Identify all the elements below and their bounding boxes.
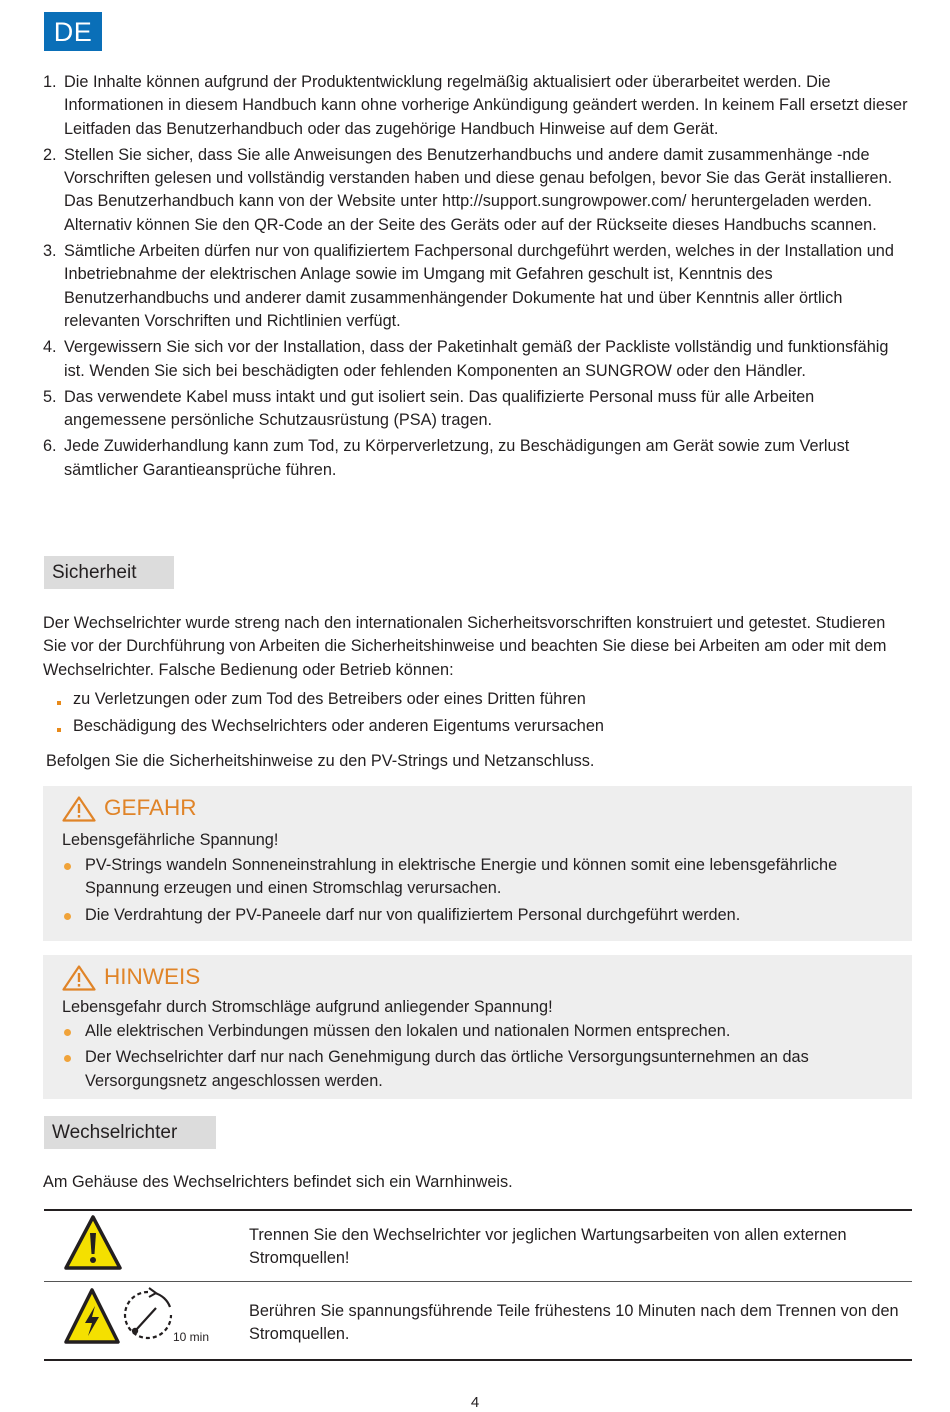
row-text: Trennen Sie den Wechselrichter vor jeglichen Wartungsarbeiten von allen externen Stromquellen!: [249, 1226, 847, 1268]
list-item: [43, 240, 913, 333]
table-bottom-rule: [44, 1359, 912, 1361]
list-text: Das verwendete Kabel muss intakt und gut isoliert sein. Das qualifizierte Personal muss für alle Arbeiten angemessene persönliche Schutzausrüstung (PSA) tragen.: [64, 387, 815, 430]
warning-triangle-icon: [62, 965, 96, 991]
intro-list: [43, 71, 913, 485]
notice-list: [62, 1020, 912, 1096]
danger-lead: Lebensgefährliche Spannung!: [62, 831, 279, 849]
list-number: 6.: [43, 437, 57, 456]
danger-list: [62, 854, 912, 930]
list-text: Vergewissern Sie sich vor der Installation, dass der Paketinhalt gemäß der Packliste vollständig und funktionsfähig ist. Wenden Sie sich bei beschädigten oder fehlenden Komponenten an SUNGROW oder den Händler.: [64, 338, 889, 380]
list-item: [43, 144, 913, 237]
list-item: zu Verletzungen oder zum Tod des Betreibers oder eines Dritten führen: [56, 686, 604, 713]
list-item: [43, 336, 913, 383]
notice-box: [43, 955, 912, 1099]
list-number: 5.: [43, 387, 57, 406]
list-text: Sämtliche Arbeiten dürfen nur von qualifiziertem Fachpersonal durchgeführt werden, welches in der Installation und Inbetriebnahme der elektrischen Anlage sowie im Umgang mit Gefahren geschult ist, Kenntnis des Benutzerhandbuchs und anderer damit zusammenhängender Dokumente hat und über Kenntnis aller örtlich relevanten Vorschriften und Richtlinien verfügt.: [64, 242, 894, 330]
list-item: Beschädigung des Wechselrichters oder anderen Eigentums verursachen: [56, 713, 604, 740]
list-number: 4.: [43, 338, 57, 357]
notice-lead: Lebensgefahr durch Stromschläge aufgrund anliegender Spannung!: [62, 998, 553, 1016]
list-item: [43, 386, 913, 433]
page-number: 4: [470, 1394, 480, 1411]
notice-title-label: HINWEIS: [104, 964, 201, 989]
list-item: Alle elektrischen Verbindungen müssen den lokalen und nationalen Normen entsprechen.: [62, 1020, 912, 1043]
list-number: 3.: [43, 242, 57, 261]
list-text: Die Inhalte können aufgrund der Produktentwicklung regelmäßig aktualisiert oder überarbeitet werden. Die Informationen in diesem Handbuch kann ohne vorherige Ankündigung geändert werden. In keinem Fall ersetzt dieser Leitfaden das Benutzerhandbuch oder das zugehörige Handbuch Hinweise auf dem Gerät.: [64, 73, 908, 138]
list-text: Stellen Sie sicher, dass Sie alle Anweisungen des Benutzerhandbuchs und andere damit zusammenhänge -nde Vorschriften gelesen und vollständig verstanden haben und diese genau befolgen, bevor Sie das Gerät installieren. Das Benutzerhandbuch kann von der Website unter http://support.sungrowpower.com/ heruntergeladen werden. Alternativ können Sie den QR-Code an der Seite des Geräts oder auf der Rückseite dieses Handbuchs scannen.: [64, 145, 893, 234]
table-divider: [44, 1281, 912, 1282]
list-number: 2.: [43, 145, 57, 164]
inverter-heading: Wechselrichter: [44, 1116, 216, 1149]
high-voltage-icon: [64, 1288, 120, 1344]
safety-heading: Sicherheit: [44, 556, 174, 589]
inverter-intro: Am Gehäuse des Wechselrichters befindet sich ein Warnhinweis.: [43, 1173, 513, 1191]
timer-label: 10 min: [173, 1330, 210, 1344]
list-item: [43, 435, 913, 482]
danger-title-label: GEFAHR: [104, 795, 197, 820]
warning-triangle-icon: [62, 796, 96, 822]
safety-paragraph: Der Wechselrichter wurde streng nach den internationalen Sicherheitsvorschriften konstruiert und getestet. Studieren Sie vor der Durchführung von Arbeiten die Sicherheitshinweise und beachten Sie diese bei Arbeiten am oder mit dem Wechselrichter. Falsche Bedienung oder Betrieb können:: [43, 614, 887, 679]
follow-note: Befolgen Sie die Sicherheitshinweise zu den PV-Strings und Netzanschluss.: [46, 752, 595, 770]
danger-box: [43, 786, 912, 941]
list-number: 1.: [43, 73, 57, 91]
table-top-rule: [44, 1209, 912, 1211]
consequence-list: [56, 686, 604, 740]
list-item: Die Verdrahtung der PV-Paneele darf nur von qualifiziertem Personal durchgeführt werden.: [62, 904, 912, 927]
timer-icon: [122, 1287, 174, 1345]
list-item: [43, 71, 913, 141]
exclamation-warning-icon: [64, 1215, 122, 1270]
list-item: Der Wechselrichter darf nur nach Genehmigung durch das örtliche Versorgungsunternehmen an das Versorgungsnetz angeschlossen werden.: [62, 1046, 912, 1093]
list-text: Jede Zuwiderhandlung kann zum Tod, zu Körperverletzung, zu Beschädigungen am Gerät sowie zum Verlust sämtlicher Garantieansprüche führen.: [64, 437, 850, 479]
language-badge: DE: [44, 12, 102, 51]
list-item: PV-Strings wandeln Sonneneinstrahlung in elektrische Energie und können somit eine lebensgefährliche Spannung erzeugen und einen Stromschlag verursachen.: [62, 854, 912, 901]
row-text: Berühren Sie spannungsführende Teile frühestens 10 Minuten nach dem Trennen von den Stromquellen.: [249, 1302, 899, 1344]
